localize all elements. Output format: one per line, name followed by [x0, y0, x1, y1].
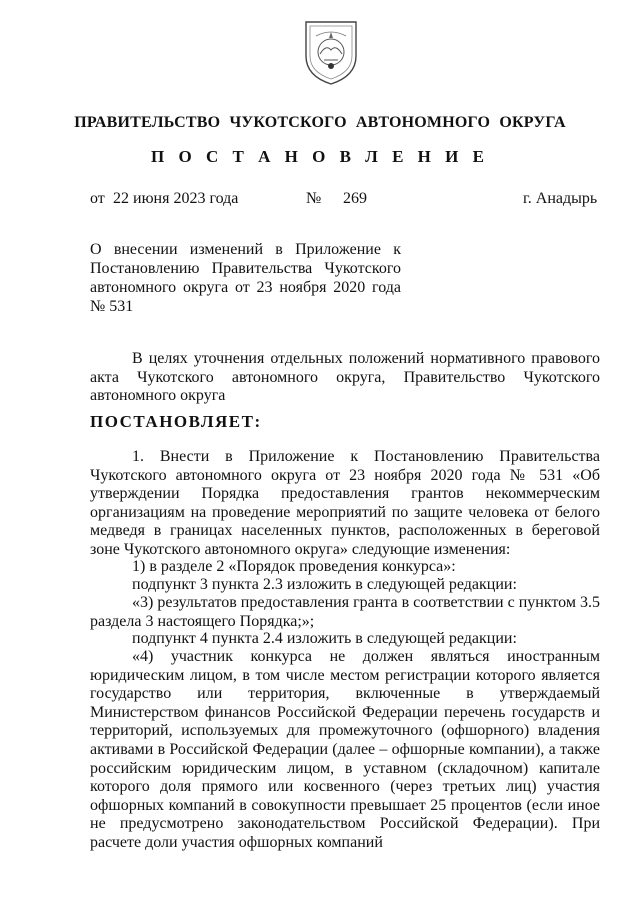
document-subject: О внесении изменений в Приложение к Постановлению Правительства Чукотского автономного округа от 23 ноября 2020 года № 531 [90, 241, 401, 315]
paragraph-3: подпункт 3 пункта 2.3 изложить в следующей редакции: [132, 576, 517, 593]
document-type: П О С Т А Н О В Л Е Н И Е [151, 147, 489, 166]
document-number: 269 [343, 190, 367, 207]
date-prefix: от [90, 190, 105, 207]
number-prefix: № [306, 190, 322, 207]
paragraph-5: подпункт 4 пункта 2.4 изложить в следующей редакции: [132, 630, 517, 647]
paragraph-4: «3) результатов предоставления гранта в соответствии с пунктом 3.5 раздела 3 настоящего Порядка;»; [90, 594, 600, 630]
organization-title: ПРАВИТЕЛЬСТВО ЧУКОТСКОГО АВТОНОМНОГО ОКРУГА [74, 114, 566, 131]
paragraph-6: «4) участник конкурса не должен являться иностранным юридическим лицом, в том числе местом регистрации которого является государство или территория, включенные в утверждаемый Министерством финансов Российской Федерации перечень государств и территорий, используемых для промежуточного (офшорного) владения активами в Российской Федерации (далее – офшорные компании), а также российским юридическим лицом, в уставном (складочном) капитале которого доля прямого или косвенного (через третьих лиц) участия офшорных компаний в совокупности превышает 25 процентов (если иное не предусмотрено законодательством Российской Федерации). При расчете доли участия офшорных компаний [90, 648, 600, 851]
paragraph-1: 1. Внести в Приложение к Постановлению Правительства Чукотского автономного округа от 23 ноября 2020 года № 531 «Об утверждении Порядка предоставления грантов некоммерческим организациям на проведение мероприятий по защите человека от белого медведя в границах населенных пунктов, расположенных в береговой зоне Чукотского автономного округа» следующие изменения: [90, 448, 600, 558]
decree-heading: ПОСТАНОВЛЯЕТ: [90, 412, 262, 431]
place: г. Анадырь [523, 190, 598, 207]
coat-of-arms-emblem-icon [300, 16, 362, 88]
preamble: В целях уточнения отдельных положений нормативного правового акта Чукотского автономного округа, Правительство Чукотского автономного округа [90, 350, 600, 405]
document-date: 22 июня 2023 года [113, 190, 239, 207]
paragraph-2: 1) в разделе 2 «Порядок проведения конкурса»: [132, 558, 456, 575]
